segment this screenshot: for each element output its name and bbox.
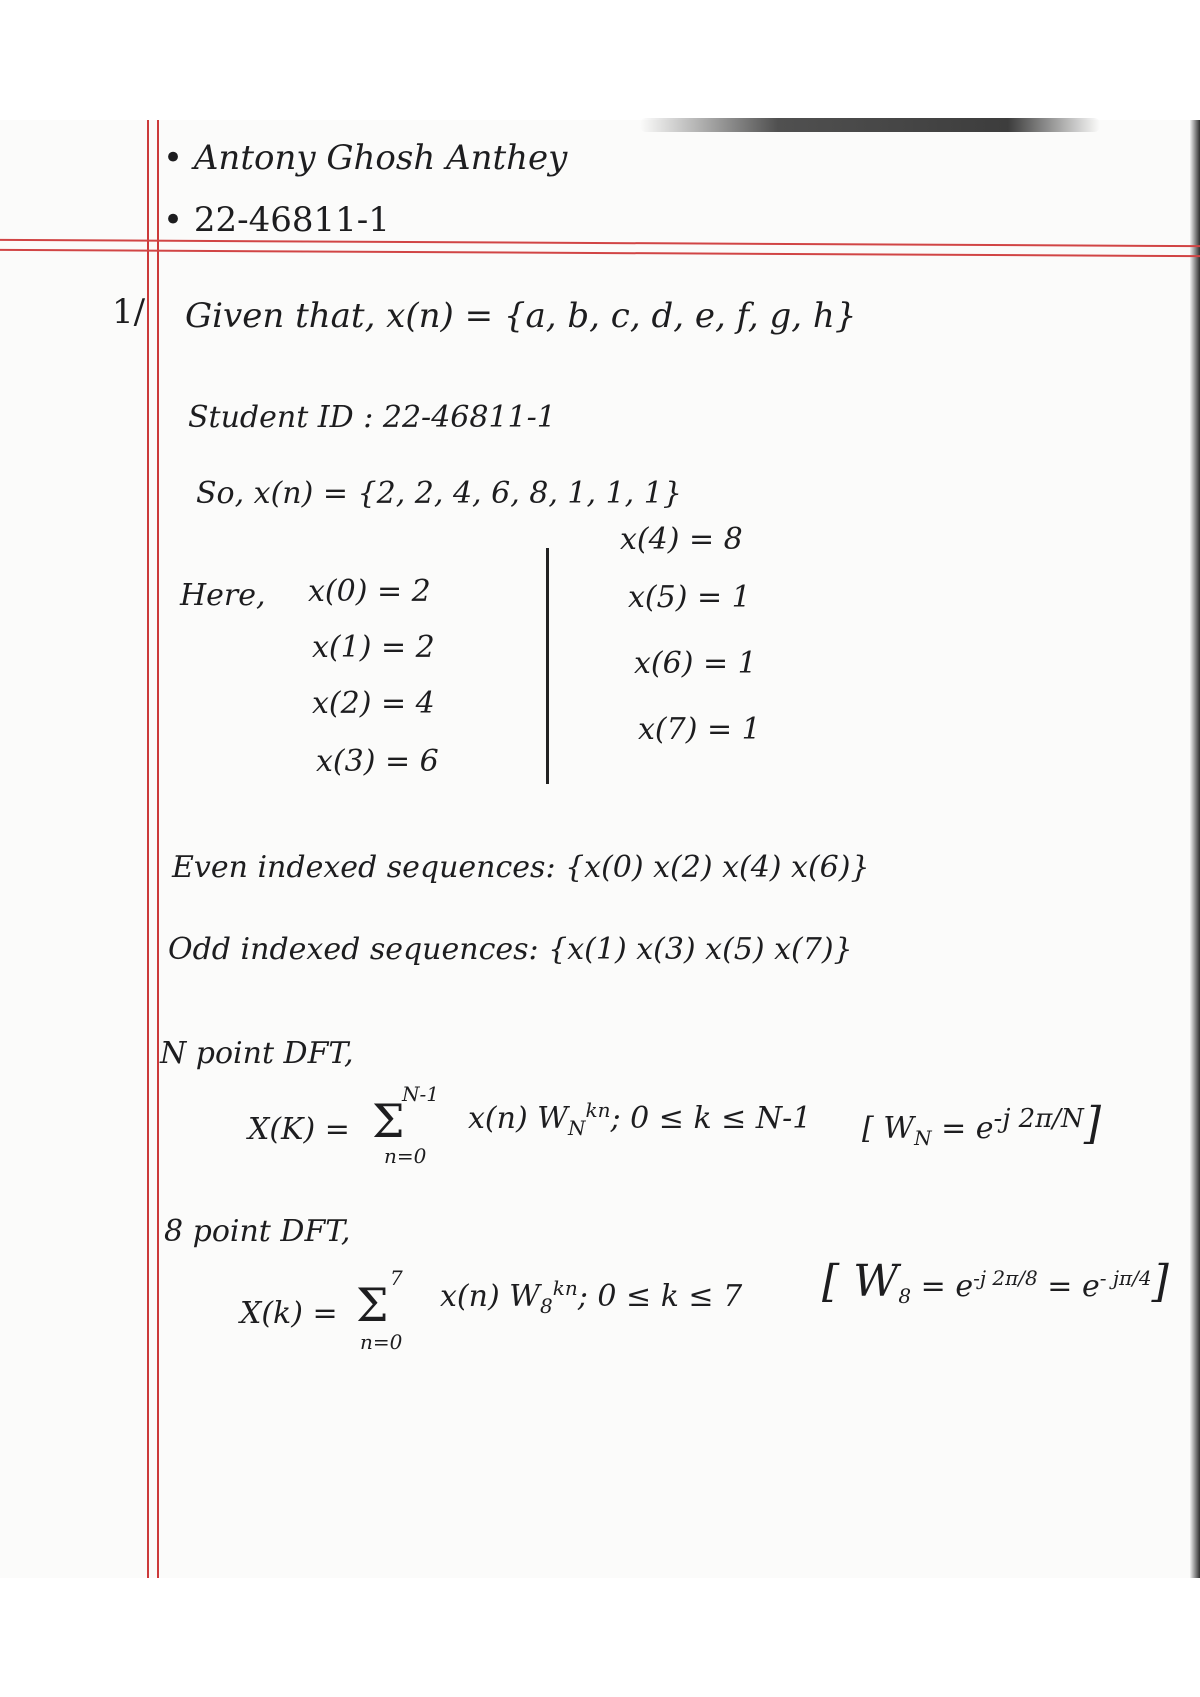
notebook-page [0, 120, 1200, 1578]
eight-point-twiddle-def: [ $W_8 = e^{-j 2\pi/8} = e^{- j\pi/4}$] [822, 1256, 1169, 1308]
eight-point-sum-lower: n=0 [360, 1330, 403, 1354]
margin-line-left-inner [157, 120, 159, 1578]
sequence-values: So, x(n) = {2, 2, 4, 6, 8, 1, 1, 1} [196, 476, 682, 511]
given-statement: Given that, x(n) = {a, b, c, d, e, f, g, h} [185, 296, 857, 336]
page-top-margin [0, 0, 1200, 120]
even-indexed-sequences: Even indexed sequences: {x(0) x(2) x(4) x(6)} [172, 850, 870, 885]
eight-point-lhs: X(k) = [240, 1296, 338, 1331]
n-point-sum-upper: N-1 [402, 1082, 439, 1106]
n-point-lhs: X(K) = [248, 1112, 350, 1147]
value-x4: x(4) = 8 [620, 522, 743, 557]
page-tear-shadow [640, 118, 1100, 132]
value-x7: x(7) = 1 [638, 712, 761, 747]
eight-point-sigma: Σ [356, 1278, 389, 1332]
student-id-header: • 22-46811-1 [163, 200, 390, 240]
value-x6: x(6) = 1 [634, 646, 757, 681]
odd-indexed-sequences: Odd indexed sequences: {x(1) x(3) x(5) x(7)} [168, 932, 853, 967]
value-x5: x(5) = 1 [628, 580, 751, 615]
n-point-sum-lower: n=0 [384, 1144, 427, 1168]
value-x2: x(2) = 4 [312, 686, 435, 721]
eight-point-dft-title: 8 point DFT, [164, 1214, 351, 1249]
value-x1: x(1) = 2 [312, 630, 435, 665]
n-point-summand: x(n) $W_N^{kn}$; 0 ≤ k ≤ N-1 [468, 1098, 812, 1140]
values-divider [546, 548, 549, 784]
student-id-line: Student ID : 22-46811-1 [188, 400, 556, 435]
n-point-sigma: Σ [372, 1094, 405, 1148]
n-point-dft-title: N point DFT, [160, 1036, 354, 1071]
eight-point-sum-upper: 7 [390, 1266, 403, 1290]
eight-point-summand: x(n) $W_8^{kn}$; 0 ≤ k ≤ 7 [440, 1276, 743, 1318]
n-point-twiddle-def: [ $W_N = e^{-j 2\pi/N}$] [862, 1098, 1101, 1150]
margin-line-left [147, 120, 149, 1578]
value-x3: x(3) = 6 [316, 744, 439, 779]
here-label: Here, [180, 578, 266, 613]
student-name: • Antony Ghosh Anthey [163, 138, 568, 178]
value-x0: x(0) = 2 [308, 574, 431, 609]
page-right-edge [1190, 120, 1200, 1578]
question-number: 1/ [112, 292, 146, 332]
